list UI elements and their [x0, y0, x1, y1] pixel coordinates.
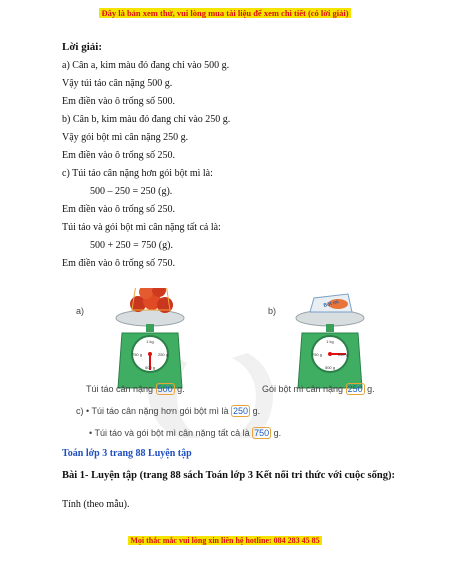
scale-b-tick-1kg: 1 kg: [326, 339, 334, 344]
apples: [130, 288, 173, 313]
preview-banner: Đây là bản xem thử, vui lòng mua tài liệu để xem chi tiết (có lời giải): [101, 8, 349, 18]
scales-figure: [62, 288, 422, 448]
scale-b-tick-500g: 500 g: [324, 365, 336, 370]
answer-box-a: 500: [157, 384, 173, 394]
answer-box-c2: 750: [254, 428, 270, 438]
solution-line: Em điền vào ô trống số 500.: [62, 96, 176, 107]
scale-a-tick-500g: 500 g: [144, 365, 156, 370]
flour-bag-label: Bột mì: [322, 299, 340, 309]
part-c-line-2: • Túi táo và gói bột mì cân nặng tất cả là 750 g.: [89, 428, 282, 438]
scale-a-tick-250g: 250 g: [157, 352, 169, 357]
solution-line: 500 – 250 = 250 (g).: [90, 186, 173, 197]
label-b: b): [268, 306, 277, 316]
solution-line: b) Cân b, kim màu đỏ đang chỉ vào 250 g.: [62, 114, 231, 125]
solution-line: Túi táo và gói bột mì cân nặng tất cả là:: [62, 222, 221, 233]
task-text: Tính (theo mẫu).: [62, 499, 130, 510]
answer-box-c1: 250: [233, 406, 249, 416]
solution-line: Em điền vào ô trống số 250.: [62, 150, 176, 161]
solution-line: Em điền vào ô trống số 250.: [62, 204, 176, 215]
solution-line: a) Cân a, kim màu đỏ đang chỉ vào 500 g.: [62, 60, 230, 71]
scale-b-tick-750g: 750 g: [311, 352, 323, 357]
solution-line: c) Túi táo cân nặng hơn gói bột mì là:: [62, 168, 213, 179]
scale-a-tick-750g: 750 g: [131, 352, 143, 357]
solution-line: Em điền vào ô trống số 750.: [62, 258, 176, 269]
exercise-title: Bài 1- Luyện tập (trang 88 sách Toán lớp 3 Kết nối tri thức với cuộc sống):: [62, 470, 395, 481]
scale-a: [116, 288, 184, 388]
hotline-footer: Mọi thắc mắc vui lòng xin liên hệ hotline: 084 283 45 85: [130, 536, 320, 545]
label-a: a): [76, 306, 85, 316]
scales-illustration: [62, 288, 422, 448]
solution-text: [62, 38, 422, 273]
solution-line: Vậy gói bột mì cân nặng 250 g.: [62, 132, 189, 143]
part-c-line-1: c) • Túi táo cân nặng hơn gói bột mì là 250 g.: [76, 406, 261, 416]
scale-a-tick-1kg: 1 kg: [146, 339, 154, 344]
solution-line: Vậy túi táo cân nặng 500 g.: [62, 78, 173, 89]
answer-box-b: 250: [347, 384, 363, 394]
caption-b: Gói bột mì cân nặng 250 g.: [262, 384, 375, 394]
section-title: Toán lớp 3 trang 88 Luyện tập: [62, 448, 192, 459]
solution-line: 500 + 250 = 750 (g).: [90, 240, 173, 251]
solution-title: Lời giải:: [62, 41, 103, 53]
scale-b-tick-250g: 250 g: [337, 352, 349, 357]
caption-a: Túi táo cân nặng 500 g.: [86, 384, 185, 394]
